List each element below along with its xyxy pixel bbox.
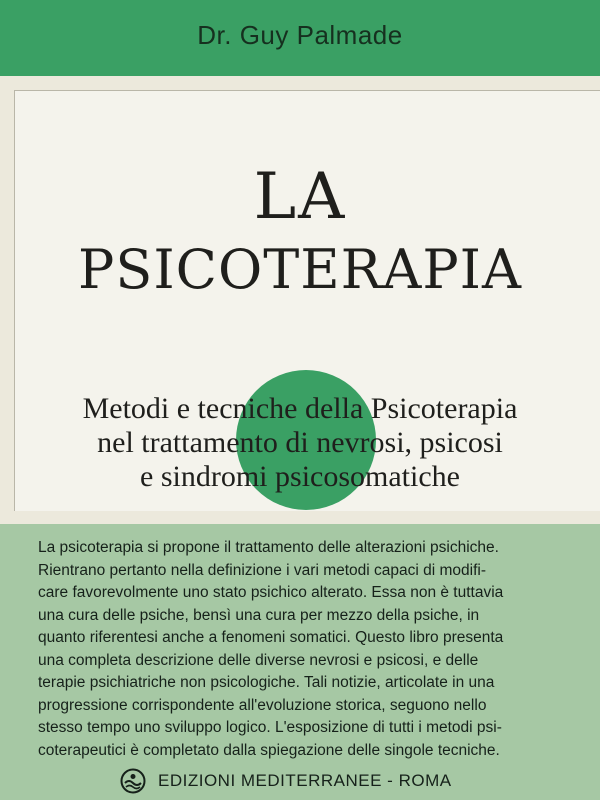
blurb-line: Rientrano pertanto nella definizione i vari metodi capaci di modifi-: [38, 561, 487, 579]
title-line-1: LA: [253, 160, 347, 234]
subtitle-line: e sindromi psicosomatiche: [140, 460, 460, 493]
author-name: Dr. Guy Palmade: [197, 20, 403, 50]
blurb-line: coterapeutici è completato dalla spiegazione delle singole tecniche.: [38, 741, 500, 759]
subtitle: [0, 392, 600, 494]
publisher-name: EDIZIONI MEDITERRANEE - ROMA: [158, 771, 452, 790]
blurb-line: stesso tempo uno sviluppo logico. L'esposizione di tutti i metodi psi-: [38, 719, 502, 736]
publisher-footer: [120, 766, 452, 796]
blurb-line: terapie psichiatriche non psicologiche. Tali notizie, articolate in una: [38, 674, 495, 691]
subtitle-line: nel trattamento di nevrosi, psicosi: [97, 426, 503, 459]
blurb-line: una completa descrizione delle diverse nevrosi e psicosi, e delle: [38, 651, 479, 669]
blurb-line: una cura delle psiche, bensì una cura per mezzo della psiche, in: [38, 606, 480, 624]
blurb-line: care favorevolmente uno stato psichico alterato. Essa non è tuttavia: [38, 584, 504, 601]
blurb-line: progressione corrispondente all'evoluzione storica, seguono nello: [38, 696, 487, 714]
blurb-line: La psicoterapia si propone il trattamento delle alterazioni psichiche.: [38, 539, 499, 556]
publisher-logo-icon: [120, 768, 146, 794]
blurb-line: quanto riferentesi anche a fenomeni somatici. Questo libro presenta: [38, 629, 504, 646]
blurb-text: [38, 537, 598, 762]
title-line-2: PSICOTERAPIA: [78, 238, 522, 301]
subtitle-line: Metodi e tecniche della Psicoterapia: [82, 392, 518, 425]
